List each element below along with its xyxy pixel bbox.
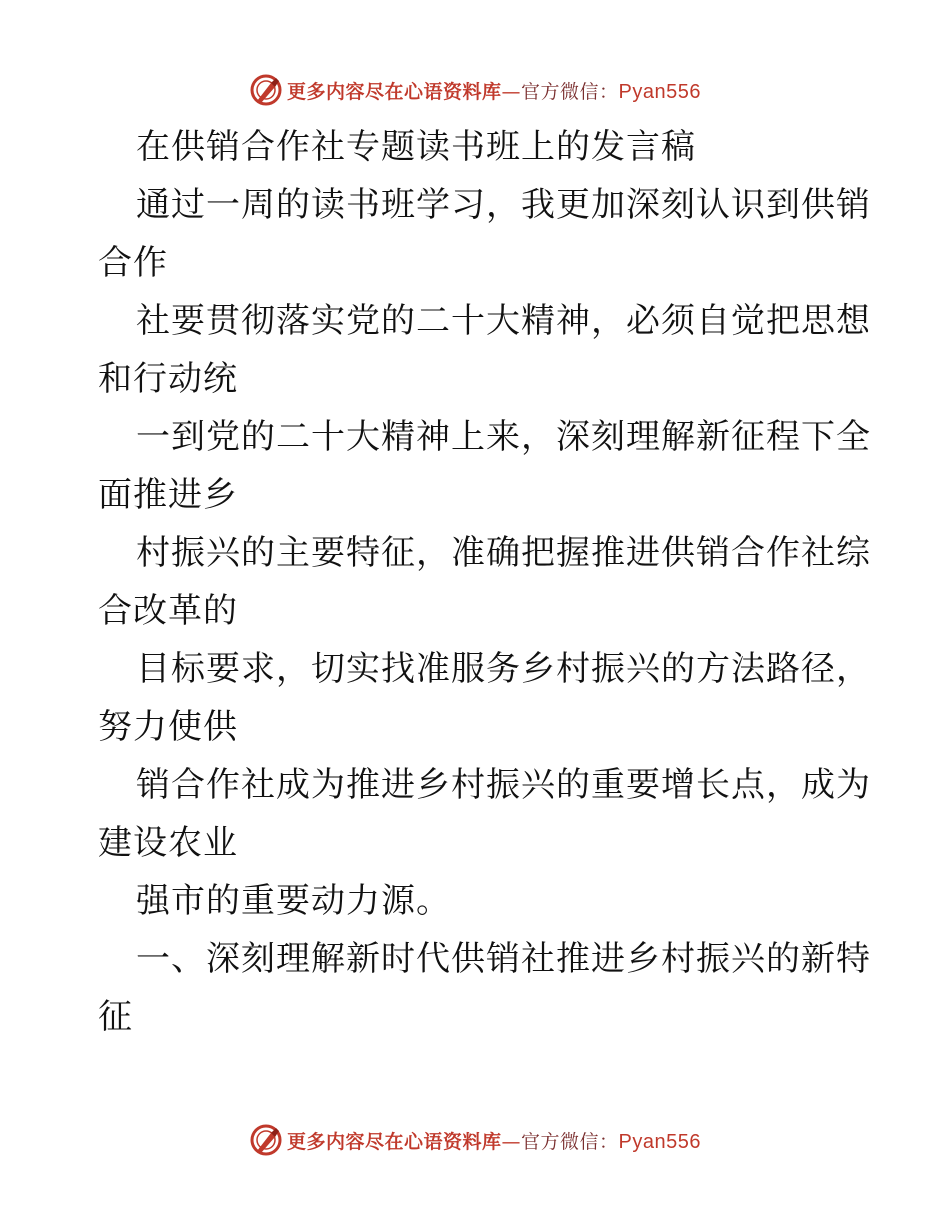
text-line: 目标要求，切实找准服务乡村振兴的方法路径，	[136, 649, 871, 689]
banner-separator: —	[501, 80, 522, 103]
text-line: 销合作社成为推进乡村振兴的重要增长点，成为	[136, 765, 871, 805]
banner-slogan: 更多内容尽在心语资料库	[287, 80, 502, 103]
banner-text	[287, 1127, 701, 1154]
text-line: 努力使供	[98, 707, 238, 747]
text-line: 强市的重要动力源。	[136, 881, 451, 921]
text-line: 合作	[98, 243, 168, 283]
footer-banner	[0, 1120, 950, 1160]
text-line: 通过一周的读书班学习，我更加深刻认识到供销	[136, 185, 871, 225]
text-line: 村振兴的主要特征，准确把握推进供销合作社综	[136, 533, 871, 573]
banner-wechat-id: Pyan556	[618, 80, 701, 103]
text-line: 合改革的	[98, 591, 238, 631]
banner-separator: —	[501, 1130, 522, 1153]
banner-text	[287, 77, 701, 104]
pen-nib-logo-icon	[249, 1123, 283, 1157]
banner-wechat-label: 官方微信：	[521, 1130, 619, 1153]
text-line: 建设农业	[98, 823, 238, 863]
banner-slogan: 更多内容尽在心语资料库	[287, 1130, 502, 1153]
text-line: 一、深刻理解新时代供销社推进乡村振兴的新特	[136, 939, 871, 979]
banner-wechat-label: 官方微信：	[521, 80, 619, 103]
text-line: 面推进乡	[98, 475, 238, 515]
pen-nib-logo-icon	[249, 73, 283, 107]
text-line: 社要贯彻落实党的二十大精神，必须自觉把思想	[136, 301, 871, 341]
text-line: 征	[98, 997, 133, 1037]
document-body	[98, 118, 871, 1046]
header-banner	[0, 70, 950, 110]
text-line: 和行动统	[98, 359, 238, 399]
text-line: 在供销合作社专题读书班上的发言稿	[136, 127, 696, 167]
banner-wechat-id: Pyan556	[618, 1130, 701, 1153]
text-line: 一到党的二十大精神上来，深刻理解新征程下全	[136, 417, 871, 457]
